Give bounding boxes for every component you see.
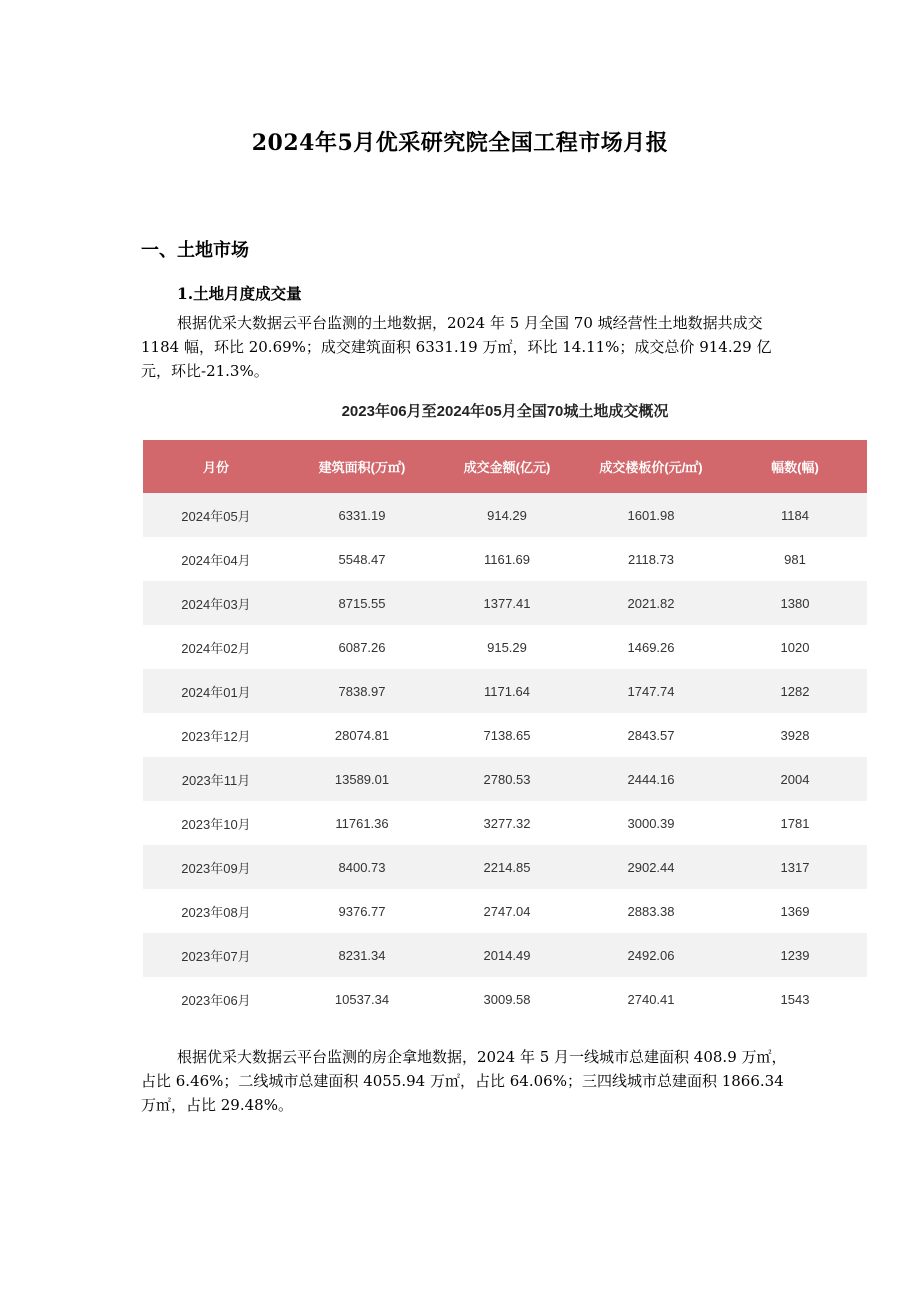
cell-area: 9376.77 (289, 889, 435, 933)
table-header-row (143, 440, 867, 493)
cell-area: 13589.01 (289, 757, 435, 801)
cell-parcels: 3928 (723, 713, 867, 757)
cell-parcels: 1317 (723, 845, 867, 889)
cell-area: 5548.47 (289, 537, 435, 581)
table-row (143, 493, 867, 537)
cell-parcels: 981 (723, 537, 867, 581)
cell-month: 2023年08月 (143, 889, 289, 933)
cell-amount: 2014.49 (435, 933, 579, 977)
table-row (143, 889, 867, 933)
table-row (143, 757, 867, 801)
table-row (143, 537, 867, 581)
cell-parcels: 1543 (723, 977, 867, 1021)
cell-amount: 1377.41 (435, 581, 579, 625)
column-header-floor-price: 成交楼板价(元/㎡) (579, 440, 723, 493)
cell-amount: 3277.32 (435, 801, 579, 845)
cell-area: 7838.97 (289, 669, 435, 713)
cell-floor-price: 2843.57 (579, 713, 723, 757)
section-heading-land-market: 一、土地市场 (141, 240, 249, 261)
table-title: 2023年06月至2024年05月全国70城土地成交概况 (341, 403, 669, 420)
cell-floor-price: 2492.06 (579, 933, 723, 977)
land-transaction-table (143, 440, 867, 1021)
cell-floor-price: 1747.74 (579, 669, 723, 713)
cell-amount: 2214.85 (435, 845, 579, 889)
cell-floor-price: 2444.16 (579, 757, 723, 801)
table-row (143, 713, 867, 757)
column-header-parcels: 幅数(幅) (723, 440, 867, 493)
column-header-area: 建筑面积(万㎡) (289, 440, 435, 493)
table-row (143, 669, 867, 713)
table-row (143, 581, 867, 625)
cell-area: 8231.34 (289, 933, 435, 977)
table-row (143, 933, 867, 977)
table-row (143, 977, 867, 1021)
cell-amount: 3009.58 (435, 977, 579, 1021)
cell-month: 2023年11月 (143, 757, 289, 801)
cell-floor-price: 2883.38 (579, 889, 723, 933)
cell-month: 2024年03月 (143, 581, 289, 625)
cell-month: 2024年04月 (143, 537, 289, 581)
cell-floor-price: 2118.73 (579, 537, 723, 581)
cell-amount: 1171.64 (435, 669, 579, 713)
cell-month: 2024年02月 (143, 625, 289, 669)
cell-amount: 2747.04 (435, 889, 579, 933)
cell-month: 2023年06月 (143, 977, 289, 1021)
cell-parcels: 1020 (723, 625, 867, 669)
cell-floor-price: 2021.82 (579, 581, 723, 625)
cell-parcels: 1184 (723, 493, 867, 537)
subsection-heading-monthly-volume: 1.土地月度成交量 (177, 284, 302, 303)
cell-floor-price: 1469.26 (579, 625, 723, 669)
cell-month: 2023年07月 (143, 933, 289, 977)
column-header-amount: 成交金额(亿元) (435, 440, 579, 493)
report-title: 2024年5月优采研究院全国工程市场月报 (251, 130, 669, 156)
cell-month: 2024年05月 (143, 493, 289, 537)
cell-parcels: 1369 (723, 889, 867, 933)
cell-parcels: 2004 (723, 757, 867, 801)
cell-area: 28074.81 (289, 713, 435, 757)
column-header-month: 月份 (143, 440, 289, 493)
cell-floor-price: 2740.41 (579, 977, 723, 1021)
cell-month: 2023年09月 (143, 845, 289, 889)
cell-amount: 2780.53 (435, 757, 579, 801)
cell-amount: 1161.69 (435, 537, 579, 581)
cell-parcels: 1380 (723, 581, 867, 625)
paragraph-developer-land-acquisition: 根据优采大数据云平台监测的房企拿地数据，2024 年 5 月一线城市总建面积 408.9 万㎡，占比 6.46%；二线城市总建面积 4055.94 万㎡，占比 64.06%；三四线城市总建面积 1866.34 万㎡，占比 29.48%。 (141, 1048, 787, 1114)
cell-parcels: 1239 (723, 933, 867, 977)
cell-month: 2023年10月 (143, 801, 289, 845)
cell-floor-price: 2902.44 (579, 845, 723, 889)
cell-area: 6087.26 (289, 625, 435, 669)
cell-area: 8400.73 (289, 845, 435, 889)
cell-amount: 915.29 (435, 625, 579, 669)
table-row (143, 845, 867, 889)
cell-floor-price: 3000.39 (579, 801, 723, 845)
cell-parcels: 1282 (723, 669, 867, 713)
cell-area: 11761.36 (289, 801, 435, 845)
cell-area: 6331.19 (289, 493, 435, 537)
cell-month: 2024年01月 (143, 669, 289, 713)
table-row (143, 625, 867, 669)
paragraph-land-summary: 根据优采大数据云平台监测的土地数据，2024 年 5 月全国 70 城经营性土地数据共成交 1184 幅，环比 20.69%；成交建筑面积 6331.19 万㎡，环比 14.11%；成交总价 914.29 亿元，环比-21.3%。 (141, 314, 772, 380)
table-row (143, 801, 867, 845)
cell-floor-price: 1601.98 (579, 493, 723, 537)
cell-amount: 7138.65 (435, 713, 579, 757)
cell-parcels: 1781 (723, 801, 867, 845)
cell-month: 2023年12月 (143, 713, 289, 757)
cell-area: 8715.55 (289, 581, 435, 625)
cell-amount: 914.29 (435, 493, 579, 537)
cell-area: 10537.34 (289, 977, 435, 1021)
